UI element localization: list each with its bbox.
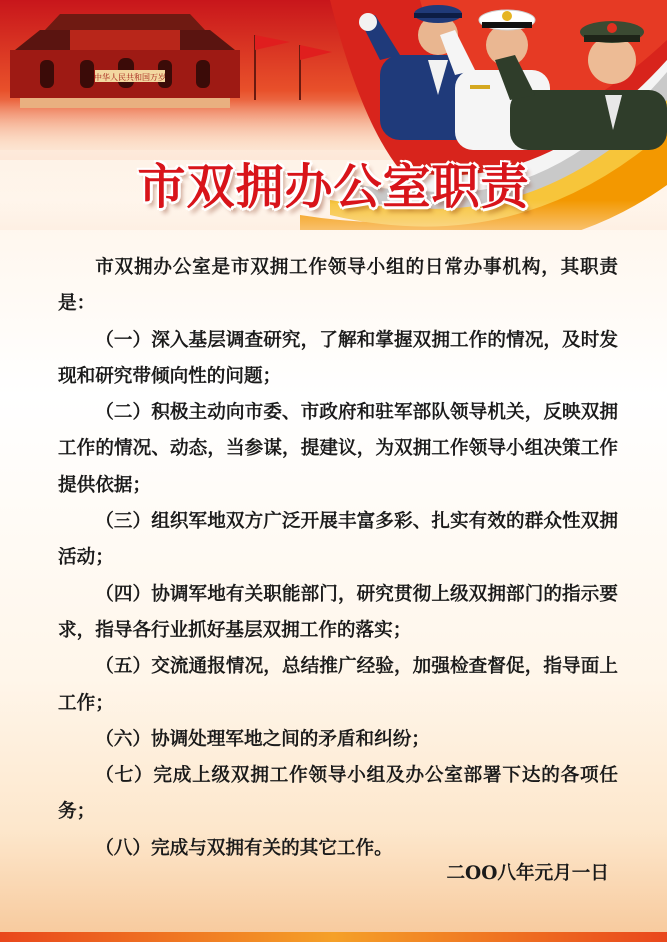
duty-item-4: （四）协调军地有关职能部门，研究贯彻上级双拥部门的指示要求，指导各行业抓好基层双拥工作的落实； [58,583,618,641]
issue-date: 二OO八年元月一日 [446,863,609,884]
duty-item-1: （一）深入基层调查研究，了解和掌握双拥工作的情况，及时发现和研究带倾向性的问题； [58,329,618,387]
banner-text: 中华人民共和国万岁 [94,73,166,82]
duty-item-6: （六）协调处理军地之间的矛盾和纠纷； [95,728,430,750]
intro-paragraph: 市双拥办公室是市双拥工作领导小组的日常办事机构，其职责是： [58,257,618,315]
page-title: 市双拥办公室职责 [137,159,530,215]
bottom-decorative-band [0,932,667,942]
duty-item-2: （二）积极主动向市委、市政府和驻军部队领导机关，反映双拥工作的情况、动态，当参谋，提建议，为双拥工作领导小组决策工作提供依据； [58,402,618,496]
duty-item-5: （五）交流通报情况，总结推广经验，加强检查督促，指导面上工作； [58,656,618,714]
duty-item-3: （三）组织军地双方广泛开展丰富多彩、扎实有效的群众性双拥活动； [58,511,618,569]
duty-item-8: （八）完成与双拥有关的其它工作。 [95,837,393,859]
duties-content [58,250,618,867]
header-banner [0,0,667,230]
duty-item-7: （七）完成上级双拥工作领导小组及办公室部署下达的各项任务； [58,765,618,823]
